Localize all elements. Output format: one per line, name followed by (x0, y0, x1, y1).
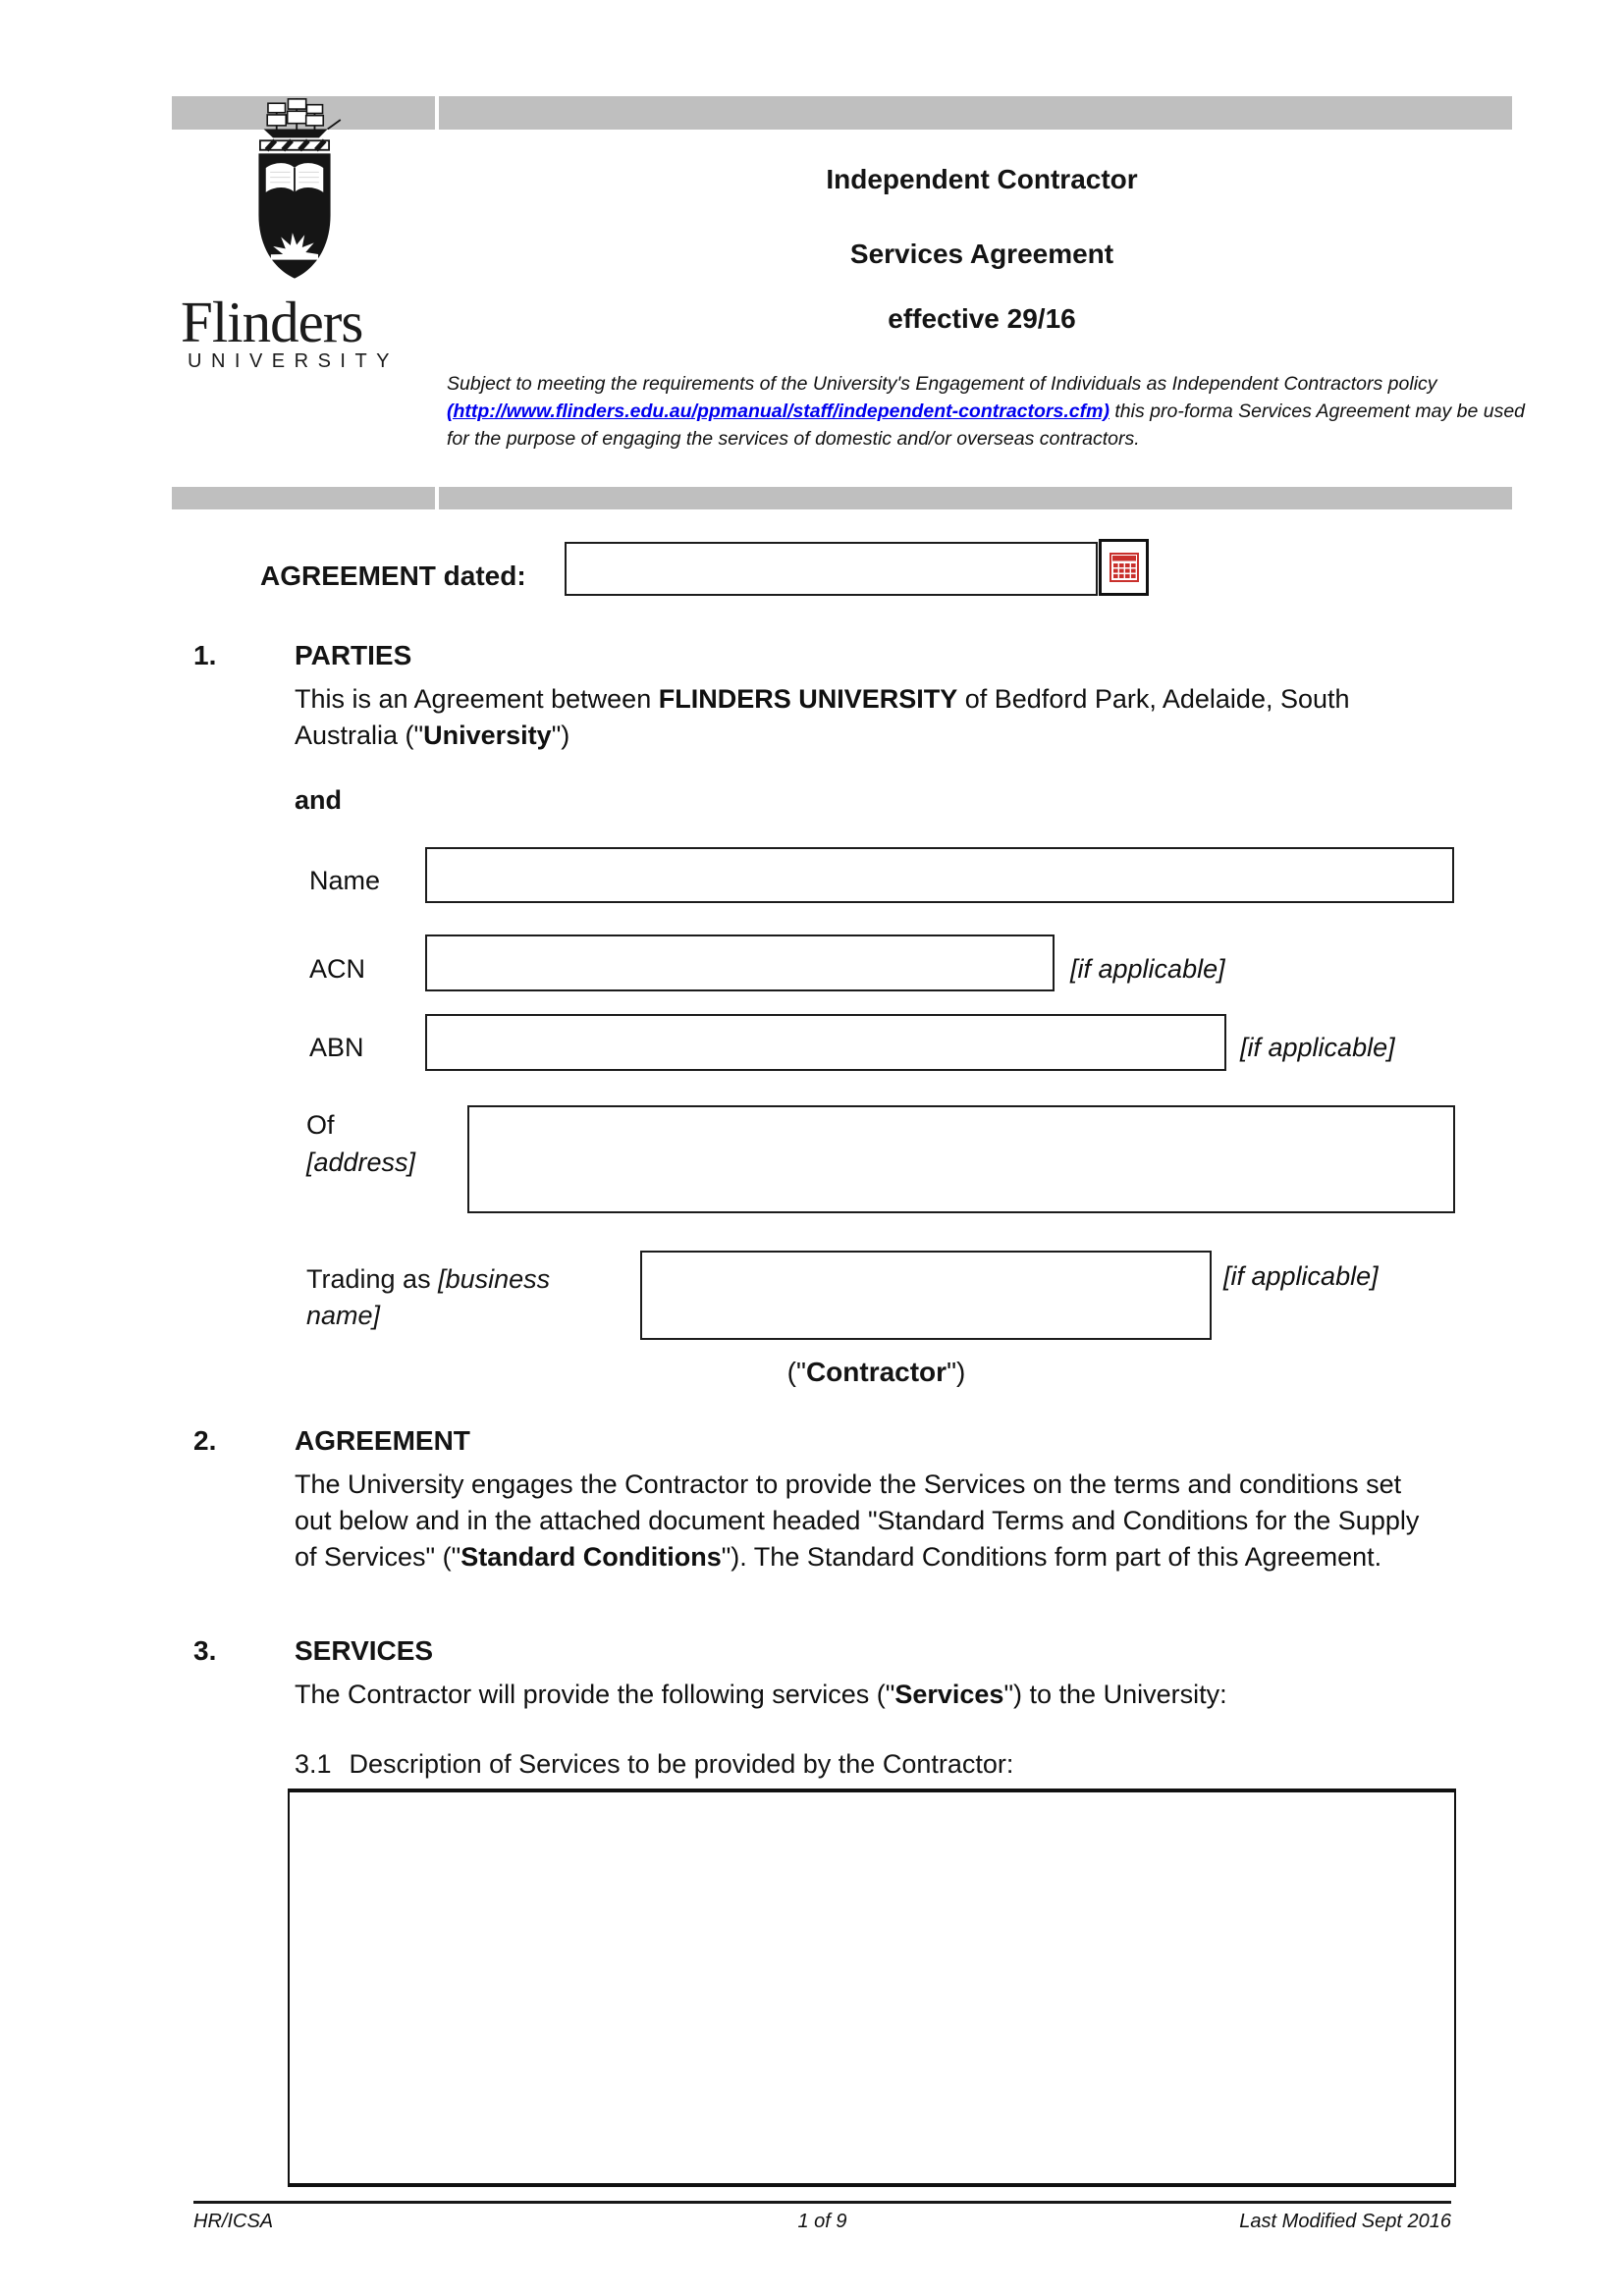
and-connector: and (295, 785, 343, 815)
text-segment: Services (894, 1680, 1004, 1709)
crest-torse (260, 140, 329, 150)
trading-as-label (306, 1261, 581, 1334)
text-segment: this pro-forma Services Agreement may be used for the purpose of engaging the services of domestic and/or overseas contractors. (447, 400, 1526, 450)
doc-title-line-2: Services Agreement (849, 239, 1114, 269)
footer-doc-code: HR/ICSA (193, 2211, 274, 2232)
abn-if-applicable-note: [if applicable] (1240, 1033, 1395, 1062)
header-divider-bar-bottom (172, 487, 1512, 509)
text-segment: (" (786, 1357, 806, 1387)
text-segment: Subject to meeting the requirements of the University's Engagement of Individuals as Independent Contractors policy (447, 373, 1437, 395)
logo-wordmark: Flinders (181, 290, 363, 354)
policy-link[interactable]: (http://www.flinders.edu.au/ppmanual/staff/independent-contractors.cfm) (447, 400, 1110, 422)
header-divider-bar-top (172, 96, 1512, 130)
footer-last-modified: Last Modified Sept 2016 (1239, 2211, 1451, 2232)
doc-title-line-3: effective 29/16 (888, 303, 1076, 334)
address-hint: [address] (306, 1148, 416, 1177)
text-segment: "). The Standard Conditions form part of this Agreement. (721, 1542, 1382, 1572)
section-2-number: 2. (193, 1425, 217, 1456)
text-segment: ") (947, 1357, 966, 1387)
acn-if-applicable-note: [if applicable] (1070, 954, 1225, 984)
section-2-title: AGREEMENT (295, 1425, 470, 1456)
footer-page-number: 1 of 9 (797, 2211, 847, 2232)
of-label: Of (306, 1110, 335, 1140)
clause-3-1 (295, 1749, 1013, 1780)
section-3-number: 3. (193, 1635, 217, 1666)
parties-paragraph (295, 681, 1424, 754)
text-segment: Trading as (306, 1264, 439, 1294)
name-input[interactable] (425, 847, 1454, 903)
logo-university-label: UNIVERSITY (188, 350, 400, 372)
footer (193, 2211, 1451, 2240)
section-1-number: 1. (193, 640, 217, 670)
abn-label: ABN (309, 1033, 364, 1062)
text-segment: The Contractor will provide the following services (" (295, 1680, 895, 1709)
text-segment: The University engages the Contractor to provide the Services on the terms and conditions set out below and in the attached document headed "Standard Terms and Conditions for the Supply of Services" (" (295, 1469, 1420, 1572)
agreement-paragraph (295, 1467, 1429, 1575)
text-segment: ") to the University: (1003, 1680, 1227, 1709)
text-segment: This is an Agreement between (295, 684, 659, 714)
agreement-dated-label: AGREEMENT dated: (260, 561, 526, 591)
text-segment: Standard Conditions (460, 1542, 722, 1572)
section-1-title: PARTIES (295, 640, 412, 670)
calendar-icon (1110, 553, 1139, 582)
abn-input[interactable] (425, 1014, 1226, 1071)
name-label: Name (309, 866, 381, 895)
flinders-crest-icon (222, 93, 367, 301)
crest-ship (264, 98, 341, 137)
footer-rule (193, 2201, 1451, 2204)
date-picker-button[interactable] (1099, 539, 1149, 596)
section-3-title: SERVICES (295, 1635, 434, 1666)
text-segment: Contractor (805, 1357, 947, 1387)
clause-3-1-text: Description of Services to be provided by the Contractor: (349, 1749, 1014, 1779)
trading-if-applicable-note: [if applicable] (1223, 1261, 1379, 1291)
acn-label: ACN (309, 954, 366, 984)
clause-3-1-number: 3.1 (295, 1749, 332, 1779)
address-input[interactable] (467, 1105, 1455, 1213)
intro-paragraph (447, 370, 1527, 453)
services-paragraph (295, 1677, 1429, 1713)
text-segment: FLINDERS UNIVERSITY (658, 684, 958, 714)
services-description-input[interactable] (288, 1789, 1456, 2187)
text-segment: of Bedford Park, Adelaide, South Australia (" (295, 684, 1350, 750)
agreement-date-input[interactable] (565, 542, 1098, 596)
text-segment: ") (551, 721, 570, 750)
doc-title-line-1: Independent Contractor (826, 164, 1138, 194)
text-segment: [business name] (306, 1264, 551, 1330)
text-segment: University (423, 721, 552, 750)
trading-name-input[interactable] (640, 1251, 1212, 1340)
contractor-designation (295, 1357, 1458, 1388)
acn-input[interactable] (425, 934, 1055, 991)
